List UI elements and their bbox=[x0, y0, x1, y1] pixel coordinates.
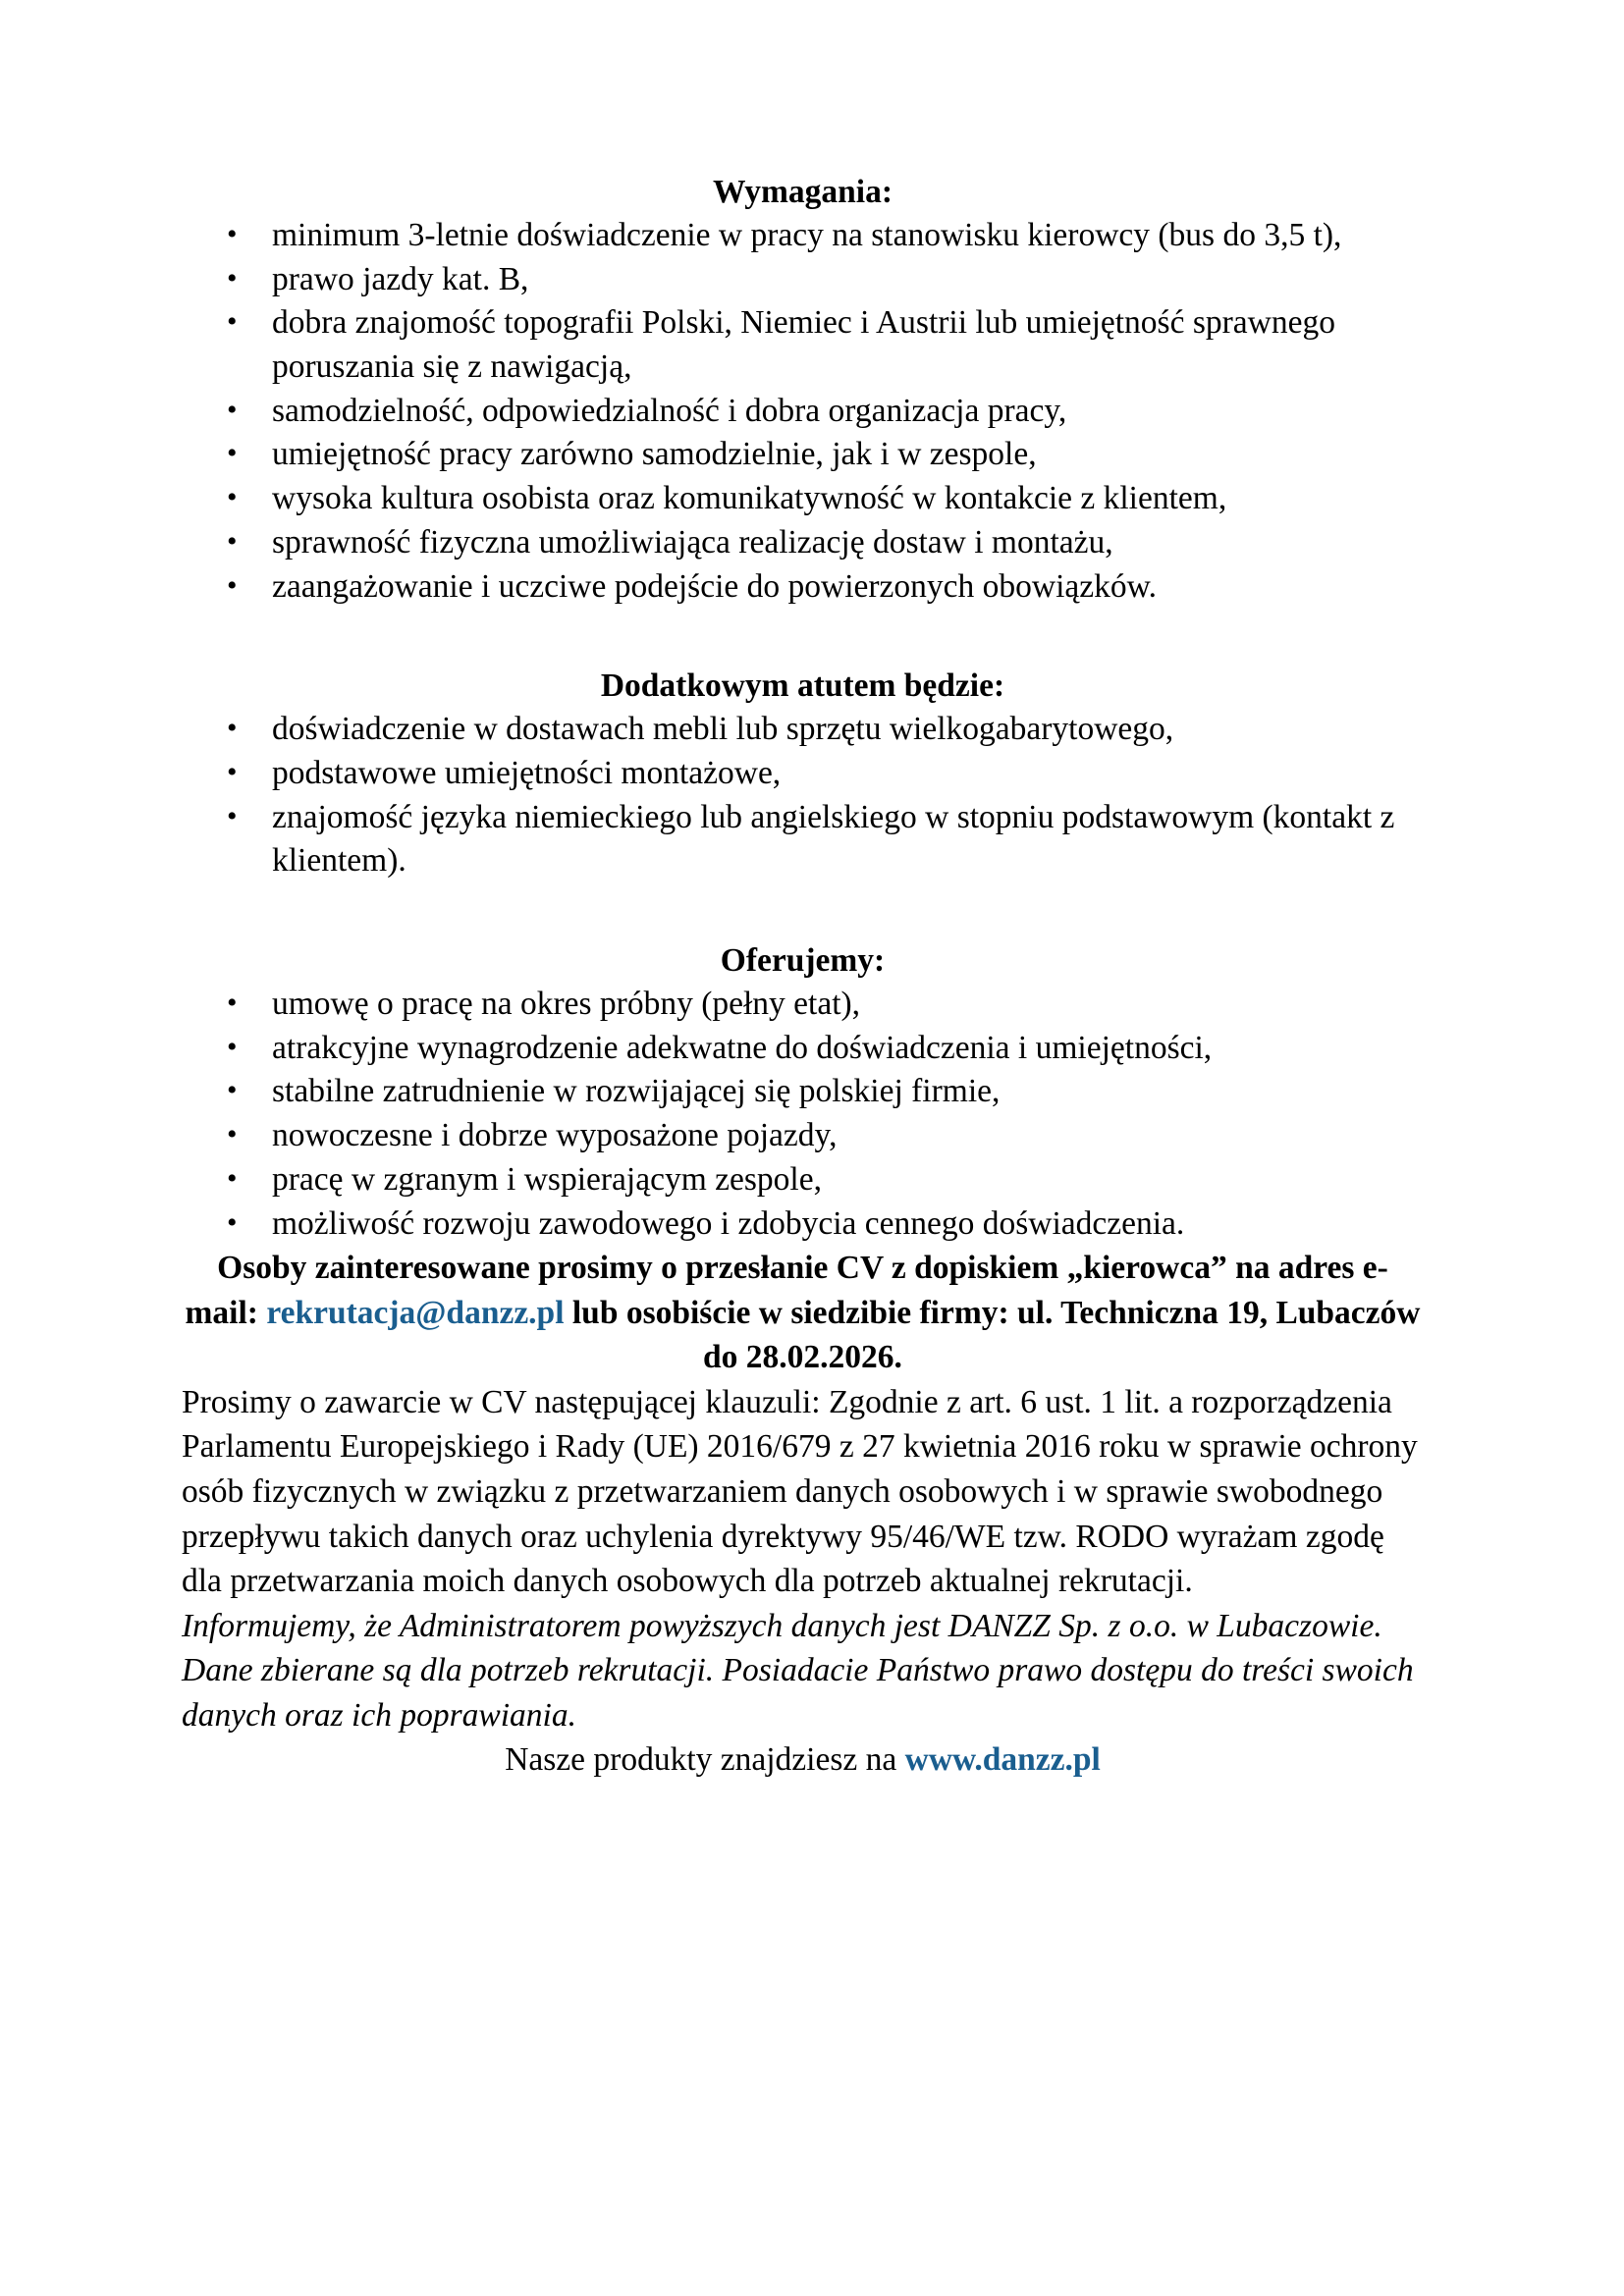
list-item: • stabilne zatrudnienie w rozwijającej się polskiej firmie, bbox=[182, 1070, 1424, 1114]
administrator-note-paragraph: Informujemy, że Administratorem powyższych danych jest DANZZ Sp. z o.o. w Lubaczowie. Dane zbierane są dla potrzeb rekrutacji. Posiadacie Państwo prawo dostępu do treści swoich danych oraz ich poprawiania. bbox=[182, 1607, 1414, 1734]
list-item: • dobra znajomość topografii Polski, Niemiec i Austrii lub umiejętność sprawnego poruszania się z nawigacją, bbox=[182, 301, 1424, 389]
rodo-clause-paragraph: Prosimy o zawarcie w CV następującej klauzuli: Zgodnie z art. 6 ust. 1 lit. a rozporządzenia Parlamentu Europejskiego i Rady (UE) 2016/679 z 27 kwietnia 2016 roku w sprawie ochrony osób fizycznych w związku z przetwarzaniem danych osobowych i w sprawie swobodnego przepływu takich danych oraz uchylenia dyrektywy 95/46/WE tzw. RODO wyrażam zgodę dla przetwarzania moich danych osobowych dla potrzeb aktualnej rekrutacji. bbox=[182, 1383, 1418, 1600]
list-item: • znajomość języka niemieckiego lub angielskiego w stopniu podstawowym (kontakt z klientem). bbox=[182, 796, 1424, 883]
footer-paragraph bbox=[182, 1737, 1424, 1783]
list-item: • nowoczesne i dobrze wyposażone pojazdy, bbox=[182, 1114, 1424, 1158]
list-item: • doświadczenie w dostawach mebli lub sprzętu wielkogabarytowego, bbox=[182, 708, 1424, 752]
email-link[interactable]: rekrutacja@danzz.pl bbox=[266, 1294, 565, 1331]
footer-text-before-link: Nasze produkty znajdziesz na bbox=[505, 1741, 905, 1779]
advantages-list bbox=[182, 708, 1424, 883]
document-content bbox=[182, 172, 1424, 1783]
list-item: • atrakcyjne wynagrodzenie adekwatne do doświadczenia i umiejętności, bbox=[182, 1027, 1424, 1071]
list-item: • pracę w zgranym i wspierającym zespole, bbox=[182, 1158, 1424, 1202]
list-item: • minimum 3-letnie doświadczenie w pracy na stanowisku kierowcy (bus do 3,5 t), bbox=[182, 214, 1424, 258]
list-item: • możliwość rozwoju zawodowego i zdobycia cennego doświadczenia. bbox=[182, 1202, 1424, 1247]
section-heading-wymagania: Wymagania: bbox=[712, 174, 893, 210]
section-heading-oferujemy: Oferujemy: bbox=[720, 942, 886, 980]
contact-paragraph bbox=[182, 1246, 1424, 1380]
contact-text-before-email: Osoby zainteresowane prosimy o przesłanie CV z dopiskiem „kierowca” na adres e-mail: bbox=[185, 1250, 1388, 1331]
list-item: • wysoka kultura osobista oraz komunikatywność w kontakcie z klientem, bbox=[182, 477, 1424, 521]
list-item: • zaangażowanie i uczciwe podejście do powierzonych obowiązków. bbox=[182, 565, 1424, 610]
list-item: • podstawowe umiejętności montażowe, bbox=[182, 752, 1424, 796]
requirements-list bbox=[182, 214, 1424, 609]
section-heading-dodatkowe-atuty: Dodatkowym atutem będzie: bbox=[600, 667, 1005, 705]
contact-text-after-email: lub osobiście w siedzibie firmy: ul. Techniczna 19, Lubaczów do 28.02.2026. bbox=[564, 1294, 1421, 1376]
website-link[interactable]: www.danzz.pl bbox=[904, 1741, 1101, 1779]
list-item: • prawo jazdy kat. B, bbox=[182, 258, 1424, 302]
list-item: • sprawność fizyczna umożliwiająca realizację dostaw i montażu, bbox=[182, 521, 1424, 565]
list-item: • umiejętność pracy zarówno samodzielnie, jak i w zespole, bbox=[182, 433, 1424, 477]
list-item: • samodzielność, odpowiedzialność i dobra organizacja pracy, bbox=[182, 390, 1424, 434]
list-item: • umowę o pracę na okres próbny (pełny etat), bbox=[182, 983, 1424, 1027]
offer-list bbox=[182, 983, 1424, 1246]
